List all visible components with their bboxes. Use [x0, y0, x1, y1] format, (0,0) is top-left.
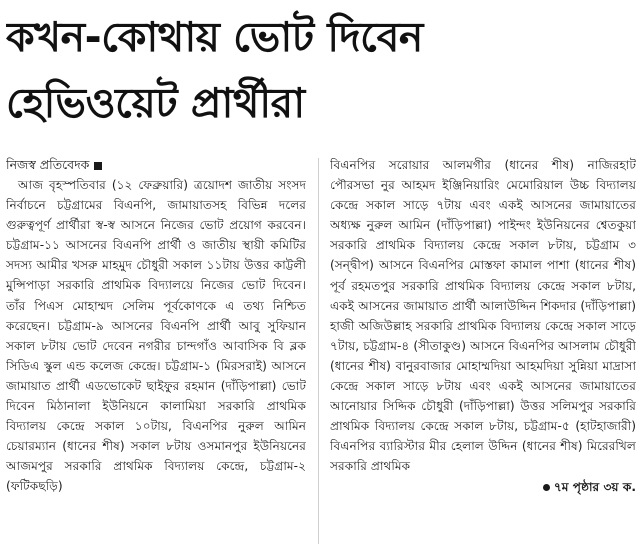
column-divider: [318, 158, 319, 544]
continuation-note: [330, 477, 636, 497]
byline-square-bullet-icon: [94, 162, 102, 170]
article-column-left: [6, 155, 306, 547]
bullet-dot-icon: [543, 484, 550, 491]
headline-line-2: হেভিওয়েট প্রার্থীরা: [6, 79, 305, 127]
body-text-left: আজ বৃহস্পতিবার (১২ ফেব্রুয়ারি) ত্রয়োদশ জাতীয় সংসদ নির্বাচনে চট্টগ্রামের বিএনপি, জামায়াতসহ বিভিন্ন দলের গুরুত্বপূর্ণ প্রার্থীরা স্ব-স্ব আসনে নিজের ভোট প্রয়োগ করবেন। চট্টগ্রাম-১১ আসনের বিএনপি প্রার্থী ও জাতীয় স্থায়ী কমিটির সদস্য আমীর খসরু মাহমুদ চৌধুরী সকাল ১১টায় উত্তর কাট্টলী মুন্সিপাড়া সরকারি প্রাথমিক বিদ্যালয়ে নিজের ভোট দিবেন। তাঁর পিএস মোহাম্মদ সেলিম পূর্বকোণকে এ তথ্য নিশ্চিত করেছেন। চট্টগ্রাম-৯ আসনের বিএনপি প্রার্থী আবু সুফিয়ান সকাল ৮টায় ভোট দেবেন নগরীর চান্দগাঁও আবাসিক বি ব্লক সিডিএ স্কুল এন্ড কলেজ কেন্দ্রে। চট্টগ্রাম-১ (মিরসরাই) আসনে জামায়াত প্রার্থী এডভোকেট ছাইফুর রহমান (দাঁড়িপাল্লা) ভোট দিবেন মিঠানালা ইউনিয়নে কালামিয়া সরকারি প্রাথমিক বিদ্যালয় কেন্দ্রে সকাল ১০টায়, বিএনপির নুরুল আমিন চেয়ারম্যান (ধানের শীষ) সকাল ৮টায় ওসমানপুর ইউনিয়নের আজমপুর সরকারি প্রাথমিক বিদ্যালয় কেন্দ্রে, চট্টগ্রাম-২ (ফটিকছড়ি): [6, 178, 306, 494]
byline-block: [6, 155, 306, 175]
byline: নিজস্ব প্রতিবেদক: [6, 157, 90, 172]
body-text-right: বিএনপির সরোয়ার আলমগীর (ধানের শীষ) নাজিরহাট পৌরসভা নুর আহমদ ইঞ্জিনিয়ারিং মেমোরিয়াল উচ্চ বিদ্যালয় কেন্দ্রে সকাল সাড়ে ৭টায় এবং একই আসনের জামায়াতের অধ্যক্ষ নুরুল আমিন (দাঁড়িপাল্লা) পাইন্দং ইউনিয়নের শ্বেতকুয়া সরকারি প্রাথমিক বিদ্যালয় কেন্দ্রে সকাল ৮টায়, চট্টগ্রাম ৩ (সন্দ্বীপ) আসনে বিএনপির মোস্তফা কামাল পাশা (ধানের শীষ) পূর্ব রহমতপুর সরকারি প্রাথমিক বিদ্যালয় কেন্দ্রে সকাল ৮টায়, একই আসনের জামায়াত প্রার্থী আলাউদ্দিন শিকদার (দাঁড়িপাল্লা) হাজী অজিউল্লাহ সরকারি প্রাথমিক বিদ্যালয় কেন্দ্রে সকাল সাড়ে ৭টায়, চট্টগ্রাম-৪ (সীতাকুণ্ড) আসনে বিএনপির আসলাম চৌধুরী (ধানের শীষ) বানুরবাজার মোহাম্মদিয়া আহমদিয়া সুন্নিয়া মাদ্রাসা কেন্দ্রে সকাল সাড়ে ৮টায় এবং একই আসনের জামায়াতের আনোয়ার সিদ্দিক চৌধুরী (দাঁড়িপাল্লা) উত্তর সলিমপুর সরকারি প্রাথমিক বিদ্যালয় কেন্দ্রে সকাল ৮টায়, চট্টগ্রাম-৫ (হাটহাজারী) বিএনপির ব্যারিস্টার মীর হেলাল উদ্দিন (ধানের শীষ) মিরেরখিল সরকারি প্রাথমিক: [330, 158, 636, 474]
continuation-text: ৭ম পৃষ্ঠার ৩য় ক.: [553, 479, 636, 494]
article-column-right: [330, 155, 636, 547]
headline-line-1: কখন-কোথায় ভোট দিবেন: [6, 13, 423, 61]
